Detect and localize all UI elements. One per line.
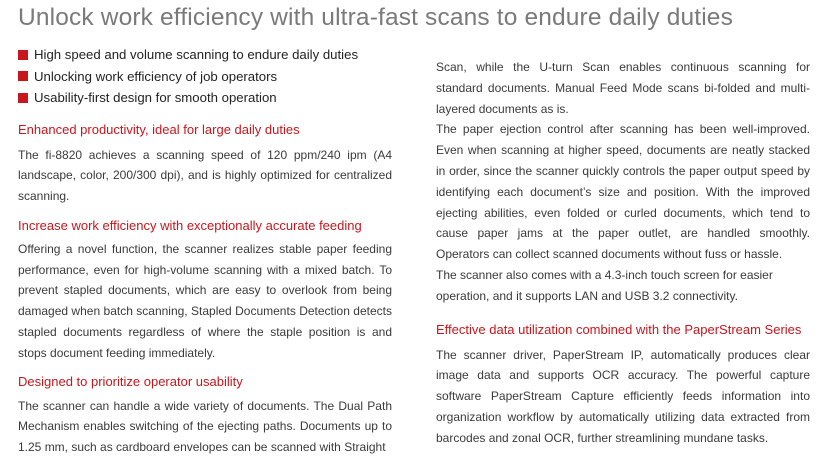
feature-bullet (18, 44, 392, 66)
ejection-control-paragraph: The paper ejection control after scanning has been well-improved. Even when scanning at higher speed, documents are neatly stacked in order, since the scanner quickly controls the paper output speed by identifying each document’s size and position. With the improved ejecting abilities, even folded or curled documents, which tend to cause paper jams at the paper outlet, are handled smoothly. Operators can collect scanned documents without fuss or hassle. (436, 122, 810, 262)
usability-continued-paragraph: Scan, while the U-turn Scan enables continuous scanning for standard documents. Manual Feed Mode scans bi-folded and multi-layered documents as is. (436, 60, 810, 116)
feature-bullet-text: Usability-first design for smooth operation (34, 90, 277, 105)
section-body-feeding: Offering a novel function, the scanner realizes stable paper feeding performance, even for high-volume scanning with a mixed batch. To prevent stapled documents, which are easy to overlook from being damaged when batch scanning, Stapled Documents Detection detects stapled documents regardless of where the staple position is and stops document feeding immediately. (18, 241, 392, 360)
feature-bullet (18, 87, 392, 109)
feature-bullet-text: Unlocking work efficiency of job operators (34, 68, 278, 84)
feature-bullet-text: High speed and volume scanning to endure daily duties (34, 47, 359, 62)
touch-screen-paragraph: The scanner also comes with a 4.3-inch touch screen for easier operation, and it supports LAN and USB 3.2 connectivity. (436, 267, 773, 303)
section-heading-feeding: Increase work efficiency with exceptionally accurate feeding (18, 217, 362, 233)
left-column (18, 44, 392, 458)
red-square-icon (18, 50, 28, 60)
page-title: Unlock work efficiency with ultra-fast scans to endure daily duties (18, 4, 733, 31)
section-body-data: The scanner driver, PaperStream IP, automatically produces clear image data and supports OCR accuracy. The powerful capture software PaperStream Capture efficiently feeds information into organization workflow by automatically utilizing data extracted from barcodes and zonal OCR, further streamlining mundane tasks. (436, 347, 810, 445)
red-square-icon (18, 71, 28, 81)
red-square-icon (18, 93, 28, 103)
section-heading-usability: Designed to prioritize operator usability (18, 373, 243, 389)
section-heading-data: Effective data utilization combined with the PaperStream Series (436, 321, 802, 337)
feature-bullet (18, 66, 392, 88)
right-column (436, 60, 810, 449)
section-body-productivity: The fi-8820 achieves a scanning speed of 120 ppm/240 ipm (A4 landscape, color, 200/300 dpi), and is highly optimized for centralized scanning. (18, 147, 392, 204)
section-body-usability: The scanner can handle a wide variety of documents. The Dual Path Mechanism enables switching of the ejecting paths. Documents up to 1.25 mm, such as cardboard envelopes can be scanned with Straight (18, 398, 392, 455)
section-heading-productivity: Enhanced productivity, ideal for large daily duties (18, 121, 300, 137)
feature-bullet-list (18, 44, 392, 109)
